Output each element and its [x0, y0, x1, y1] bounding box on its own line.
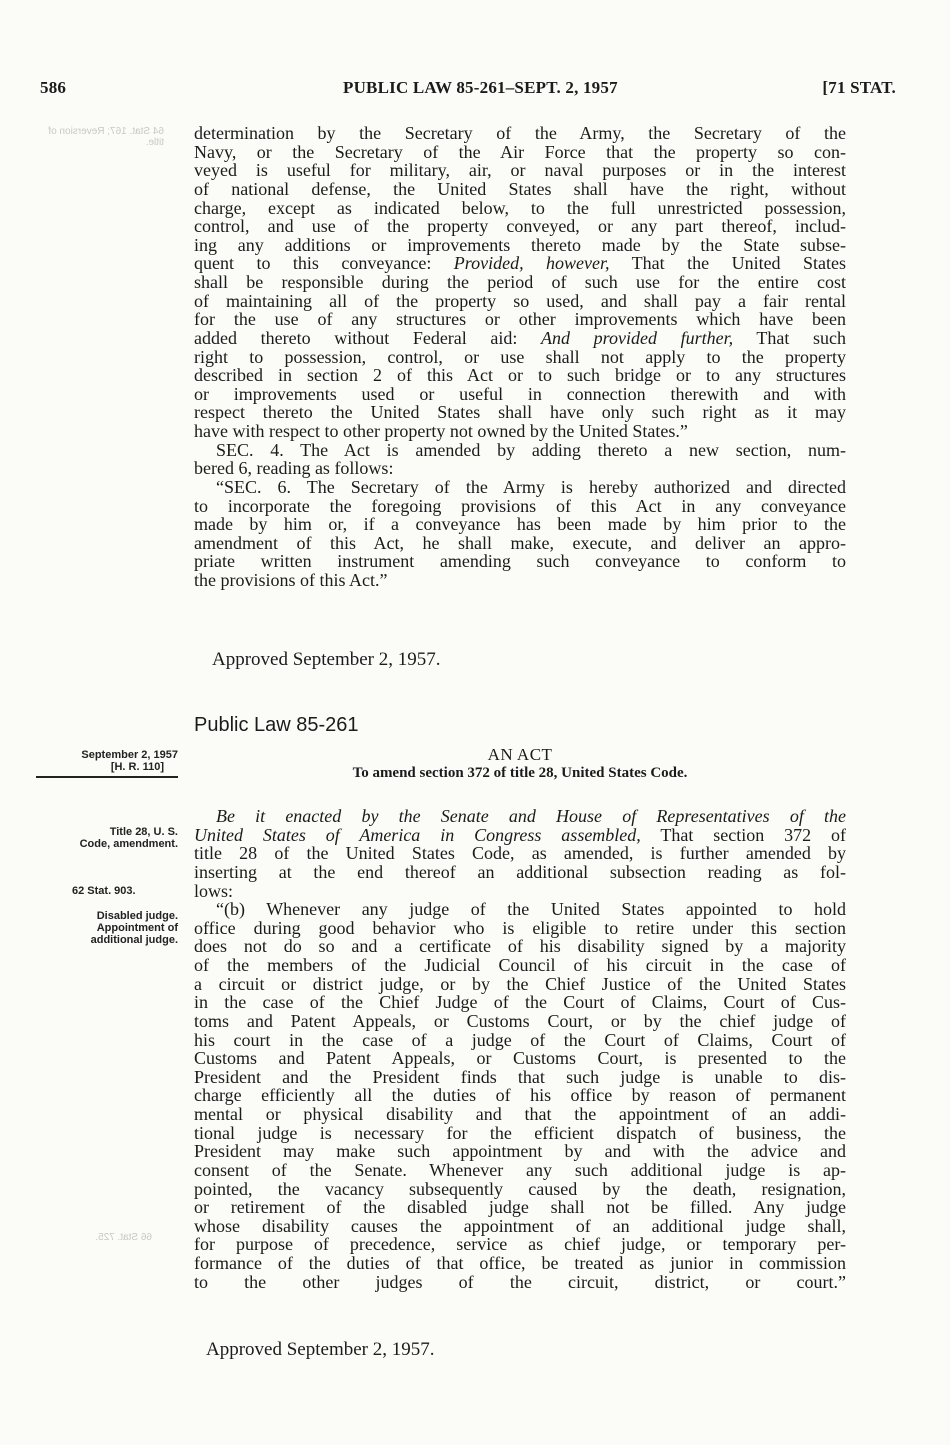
volume-reference: [71 STAT.: [822, 78, 896, 97]
text-line: title 28 of the United States Code, as amended, is further amended by: [194, 843, 846, 864]
text-line: Navy, or the Secretary of the Air Force that the property so con-: [194, 141, 846, 162]
sec-4-line: SEC. 4. The Act is amended by adding thereto a new section, num-: [216, 439, 846, 460]
enacting-clause-italic: United States of America in Congress assembled,: [194, 824, 641, 845]
running-header-title: PUBLIC LAW 85-261–SEPT. 2, 1957: [343, 78, 618, 97]
margin-note-stat: 62 Stat. 903.: [72, 885, 136, 897]
bleed-through-note-bottom: 66 Stat. 725.: [95, 1232, 152, 1243]
text-line: or improvements used or useful in connection therewith and with: [194, 383, 846, 404]
text-line: control, and use of the property conveyed, or any part thereof, includ-: [194, 216, 846, 237]
subsection-b-line: or retirement of the disabled judge shall not be filled. Any judge: [194, 1197, 846, 1218]
margin-note-bill: [H. R. 110]: [110, 761, 164, 773]
continued-section-text: [194, 124, 846, 590]
enacted-text: [194, 807, 846, 1291]
margin-note-disabled-judge: additional judge.: [90, 934, 178, 946]
text-line: veyed is useful for military, air, or naval purposes or in the interest: [194, 160, 846, 181]
approval-date-first: Approved September 2, 1957.: [212, 649, 441, 670]
subsection-b-line: in the case of the Chief Judge of the Court of Claims, Court of Cus-: [194, 992, 846, 1013]
subsection-b-line: “(b) Whenever any judge of the United States appointed to hold: [216, 899, 846, 920]
proviso-italic: Provided, however,: [453, 253, 610, 274]
sec-6-line: “SEC. 6. The Secretary of the Army is hereby authorized and directed: [216, 476, 846, 497]
sec-6-line: the provisions of this Act.”: [194, 570, 388, 590]
subsection-b-line: tional judge is necessary for the efficient dispatch of business, the: [194, 1122, 846, 1143]
act-heading: AN ACT: [487, 745, 553, 764]
margin-rule: [36, 776, 178, 778]
text-fragment: quent to this conveyance:: [194, 253, 454, 274]
approval-date-second: Approved September 2, 1957.: [206, 1339, 435, 1360]
text-fragment: added thereto without Federal aid:: [194, 327, 542, 348]
text-fragment: That section 372 of: [640, 824, 846, 845]
subsection-b-line: charge efficiently all the duties of his office by reason of permanent: [194, 1085, 846, 1106]
text-line: for the use of any structures or other improvements which have been: [194, 309, 846, 330]
sec-6-line: to incorporate the foregoing provisions of this Act in any conveyance: [194, 495, 846, 516]
text-line: of maintaining all of the property so used, and shall pay a fair rental: [194, 290, 846, 311]
enacting-clause-line: [194, 826, 846, 845]
subsection-b-line: a circuit or district judge, or by the Chief Justice of the United States: [194, 973, 846, 994]
enacting-clause-line: [194, 807, 846, 826]
margin-note-title: Title 28, U. S.: [109, 826, 178, 838]
text-line: determination by the Secretary of the Army, the Secretary of the: [194, 123, 846, 143]
subsection-b-line: pointed, the vacancy subsequently caused by the death, resignation,: [194, 1178, 846, 1199]
subsection-b-line: President and the President finds that such judge is unable to dis-: [194, 1066, 846, 1087]
subsection-b-line: consent of the Senate. Whenever any such additional judge is ap-: [194, 1159, 846, 1180]
subsection-b-line: does not do so and a certificate of his disability signed by a majority: [194, 936, 846, 957]
sec-6-line: made by him or, if a conveyance has been made by him prior to the: [194, 514, 846, 535]
subsection-b-line: Customs and Patent Appeals, or Customs Court, is presented to the: [194, 1048, 846, 1069]
subsection-b-line: formance of the duties of that office, be treated as junior in commission: [194, 1253, 846, 1273]
text-line: charge, except as indicated below, to the full unrestricted possession,: [194, 197, 846, 218]
text-line: right to possession, control, or use shall not apply to the property: [194, 346, 846, 367]
subsection-b-line: for purpose of precedence, service as chief judge, or temporary per-: [194, 1234, 846, 1255]
subsection-b-line: mental or physical disability and that the appointment of an addi-: [194, 1104, 846, 1124]
subsection-b-line: whose disability causes the appointment of an additional judge shall,: [194, 1215, 846, 1236]
margin-note-disabled-judge: Appointment of: [96, 922, 178, 934]
margin-note-date: September 2, 1957: [81, 749, 178, 761]
text-fragment: That the United States: [609, 253, 847, 274]
text-line: respect thereto the United States shall have only such right as it may: [194, 402, 846, 423]
text-line: lows:: [194, 880, 234, 901]
running-header: [40, 78, 896, 104]
subsection-b-line: toms and Patent Appeals, or Customs Court, or by the chief judge of: [194, 1010, 846, 1031]
text-line: have with respect to other property not owned by the United States.”: [194, 421, 688, 441]
text-line: shall be responsible during the period of such use for the entire cost: [194, 272, 846, 292]
page-number: 586: [40, 78, 67, 97]
text-line-proviso: [194, 254, 846, 273]
bleed-through-note-top: 64 Stat. 167; Reversion of title.: [48, 126, 164, 148]
sec-6-line: amendment of this Act, he shall make, execute, and deliver an appro-: [194, 532, 846, 553]
sec-6-line: priate written instrument amending such conveyance to conform to: [194, 551, 846, 572]
text-line: inserting at the end thereof an additional subsection reading as fol-: [194, 861, 846, 882]
enacting-clause-italic: Be it enacted by the Senate and House of Representatives of the: [216, 806, 846, 826]
subsection-b-line: President may make such appointment by and with the advice and: [194, 1141, 846, 1162]
text-line: ing any additions or improvements thereto made by the State subse-: [194, 234, 846, 255]
text-fragment: That such: [733, 327, 846, 348]
subsection-b-line: office during good behavior who is eligible to retire under this section: [194, 917, 846, 938]
subsection-b-line: his court in the case of a judge of the Court of Claims, Court of: [194, 1029, 846, 1050]
public-law-label: Public Law 85-261: [194, 714, 359, 736]
subsection-b-line: of the members of the Judicial Council of his circuit in the case of: [194, 955, 846, 975]
margin-note-disabled-judge: Disabled judge.: [96, 910, 178, 922]
subsection-b-line: to the other judges of the circuit, district, or court.”: [194, 1271, 846, 1292]
text-line-proviso: [194, 329, 846, 348]
margin-note-title: Code, amendment.: [79, 838, 178, 850]
text-line: described in section 2 of this Act or to such bridge or to any structures: [194, 365, 846, 386]
sec-4-line: bered 6, reading as follows:: [194, 458, 394, 479]
text-line: of national defense, the United States shall have the right, without: [194, 178, 846, 199]
act-short-title: To amend section 372 of title 28, United States Code.: [352, 765, 688, 781]
proviso-italic: And provided further,: [541, 327, 734, 348]
